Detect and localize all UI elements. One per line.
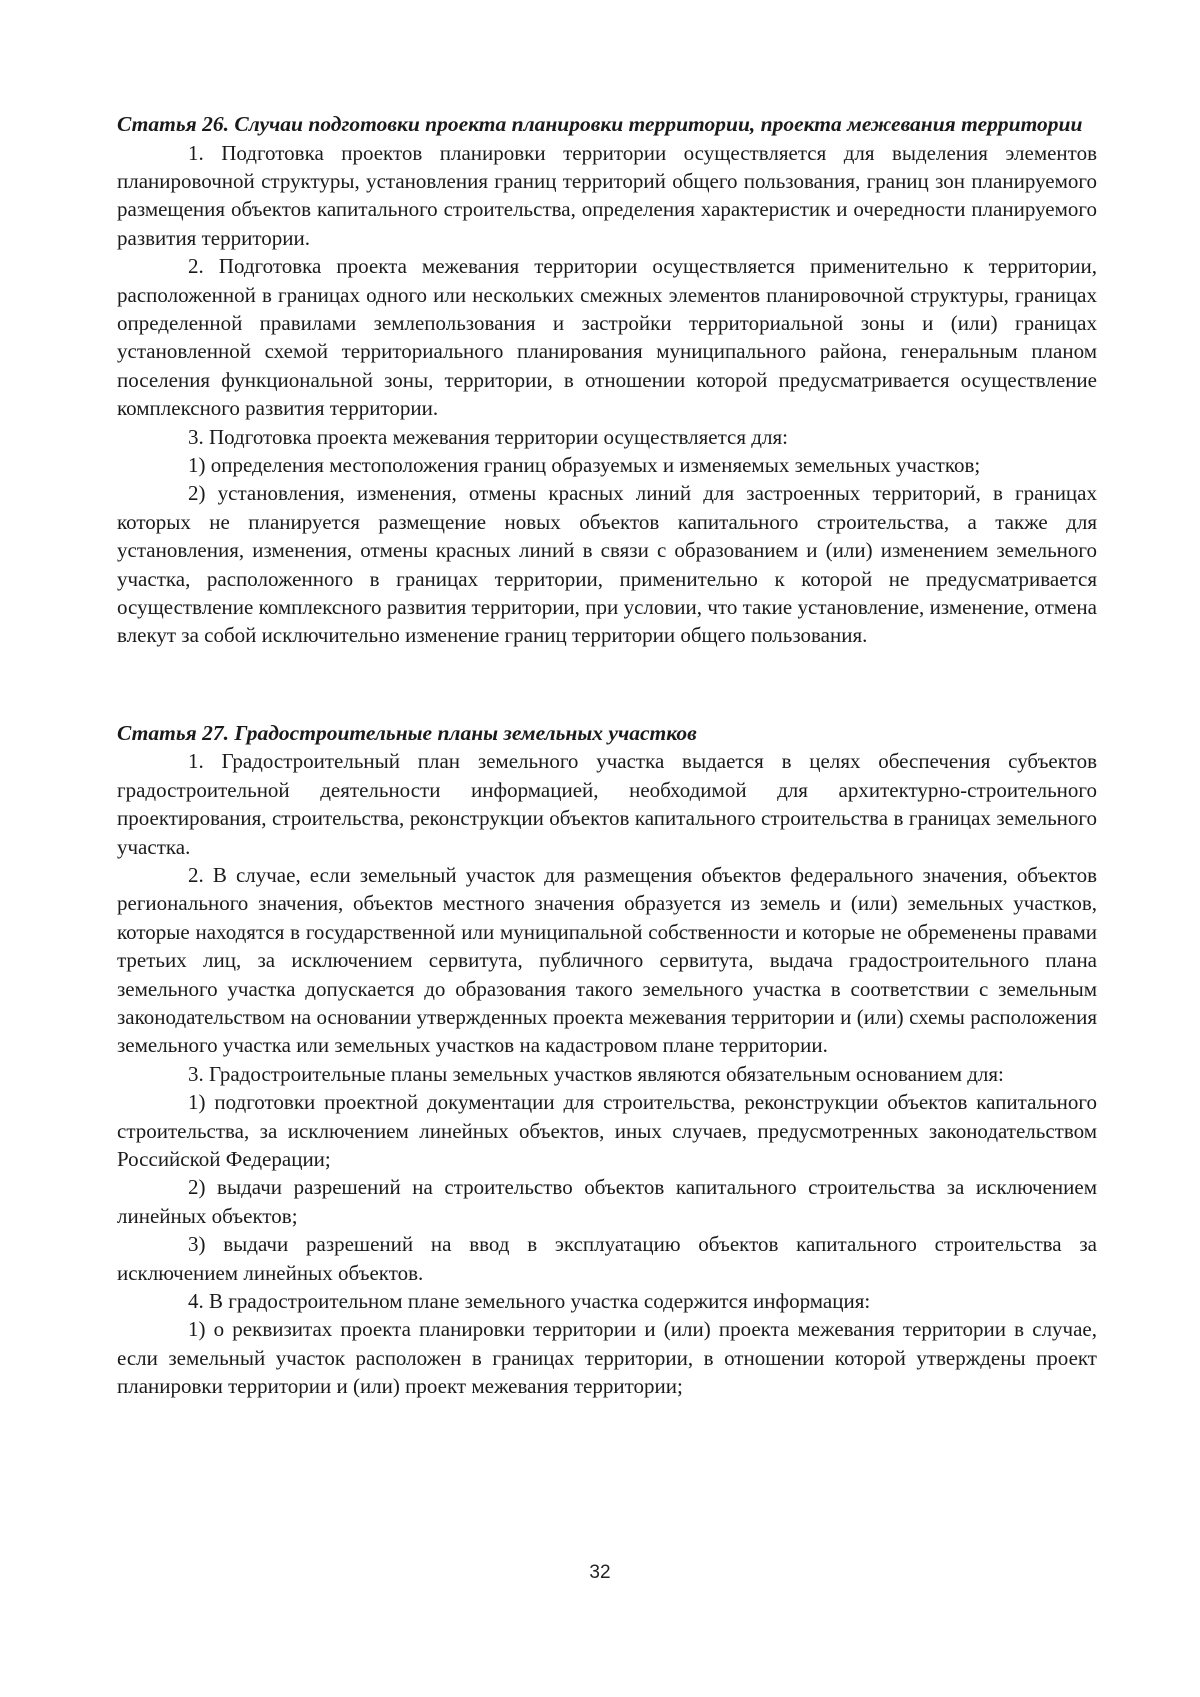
article-27-paragraph-1: 1. Градостроительный план земельного участка выдается в целях обеспечения субъектов градостроительной деятельности информацией, необходимой для архитектурно-строительного проектирования, строительства, реконструкции объектов капитального строительства в границах земельного участка. [117, 749, 1097, 859]
article-27-paragraph-3: 3. Градостроительные планы земельных участков являются обязательным основанием для: [188, 1061, 1004, 1086]
article-26-item-2: 2) установления, изменения, отмены красных линий для застроенных территорий, в границах которых не планируется размещение новых объектов капитального строительства, а также для установления, изменения, отмены красных линий в связи с образованием и (или) изменением земельного участка, расположенного в границах территории, применительно к которой не предусматривается осуществление комплексного развития территории, при условии, что такие установление, изменение, отмена влекут за собой исключительно изменение границ территории общего пользования. [117, 481, 1097, 648]
document-page [117, 110, 1097, 1401]
section-spacer [117, 650, 1097, 719]
article-26-paragraph-3: 3. Подготовка проекта межевания территории осуществляется для: [188, 424, 788, 449]
article-26-item-1: 1) определения местоположения границ образуемых и изменяемых земельных участков; [188, 452, 981, 477]
article-26-paragraph-2: 2. Подготовка проекта межевания территории осуществляется применительно к территории, расположенной в границах одного или нескольких смежных элементов планировочной структуры, границах определенной правилами землепользования и застройки территориальной зоны и (или) границах установленной схемой территориального планирования муниципального района, генеральным планом поселения функциональной зоны, территории, в отношении которой предусматривается осуществление комплексного развития территории. [117, 254, 1097, 421]
article-27-paragraph-2: 2. В случае, если земельный участок для размещения объектов федерального значения, объектов регионального значения, объектов местного значения образуется из земель и (или) земельных участков, которые находятся в государственной или муниципальной собственности и которые не обременены правами третьих лиц, за исключением сервитута, публичного сервитута, выдача градостроительного плана земельного участка допускается до образования такого земельного участка в соответствии с земельным законодательством на основании утвержденных проекта межевания территории и (или) схемы расположения земельного участка или земельных участков на кадастровом плане территории. [117, 862, 1097, 1058]
page-number: 32 [589, 1562, 611, 1583]
article-26-heading: Статья 26. Случаи подготовки проекта планировки территории, проекта межевания территории [117, 112, 1083, 136]
article-27-item-2: 2) выдачи разрешений на строительство объектов капитального строительства за исключением линейных объектов; [117, 1175, 1097, 1228]
article-26-paragraph-1: 1. Подготовка проектов планировки территории осуществляется для выделения элементов планировочной структуры, установления границ территорий общего пользования, границ зон планируемого размещения объектов капитального строительства, определения характеристик и очередности планируемого развития территории. [117, 140, 1097, 250]
article-27-item-3: 3) выдачи разрешений на ввод в эксплуатацию объектов капитального строительства за исключением линейных объектов. [117, 1232, 1097, 1285]
article-27-paragraph-4: 4. В градостроительном плане земельного участка содержится информация: [188, 1289, 871, 1314]
article-27-item-4-1: 1) о реквизитах проекта планировки территории и (или) проекта межевания территории в случае, если земельный участок расположен в границах территории, в отношении которой утверждены проект планировки территории и (или) проект межевания территории; [117, 1317, 1097, 1399]
article-27-heading: Статья 27. Градостроительные планы земельных участков [117, 720, 697, 745]
article-27-item-1: 1) подготовки проектной документации для строительства, реконструкции объектов капитального строительства, за исключением линейных объектов, иных случаев, предусмотренных законодательством Российской Федерации; [117, 1090, 1097, 1171]
